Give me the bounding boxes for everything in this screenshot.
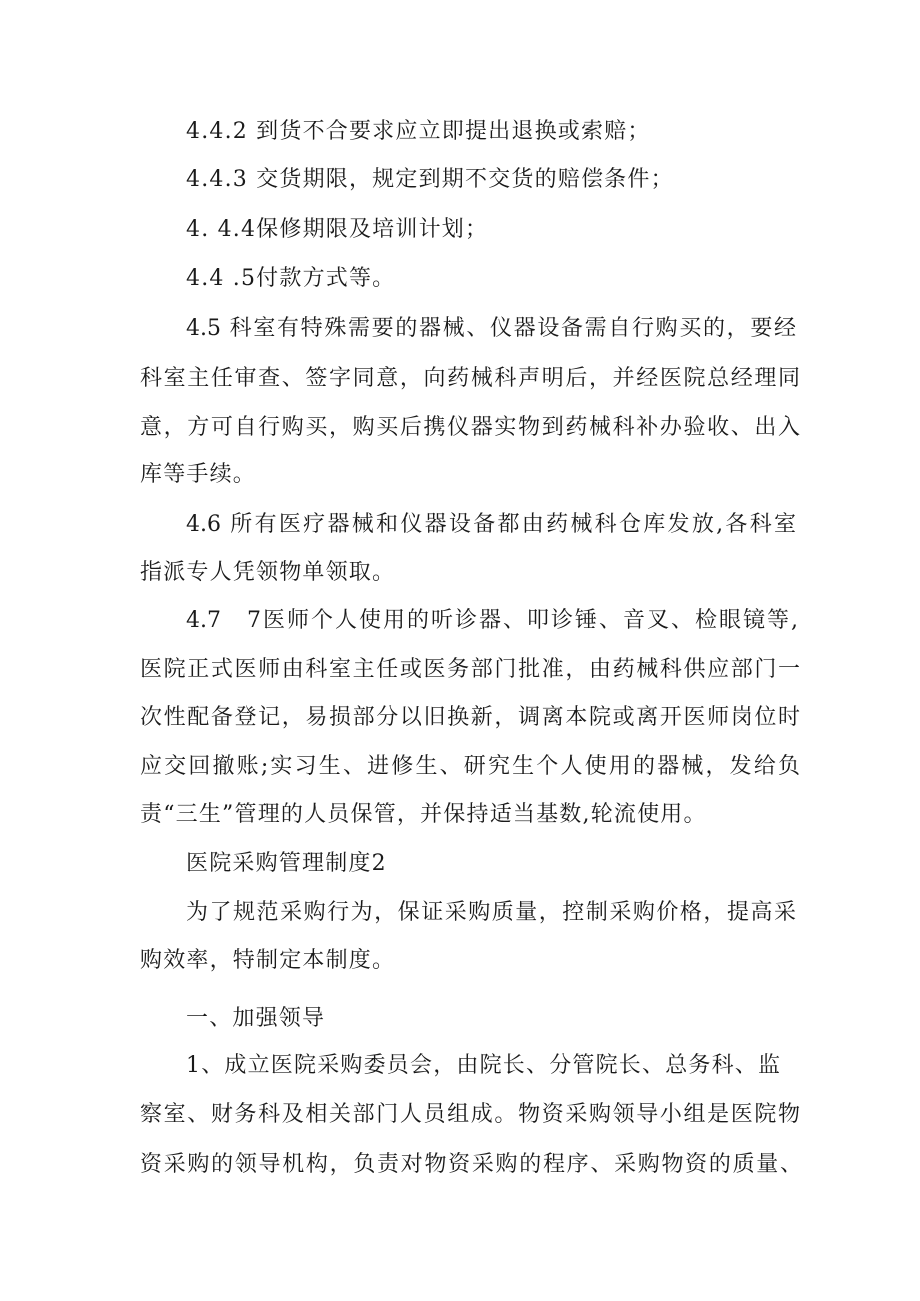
paragraph-4-7-line-5: 责“三生”管理的人员保管，并保持适当基数,轮流使用。	[140, 802, 707, 827]
item-1-line-3: 资采购的领导机构，负责对物资采购的程序、采购物资的质量、	[140, 1152, 802, 1177]
paragraph-4-7-line-3: 次性配备登记，易损部分以旧换新，调离本院或离开医师岗位时	[140, 705, 800, 730]
paragraph-4-7-line-1: 4.7 7医师个人使用的听诊器、叩诊锤、音叉、检眼镜等,	[186, 608, 798, 633]
intro-paragraph-line-2: 购效率，特制定本制度。	[140, 948, 396, 973]
item-1-line-2: 察室、财务科及相关部门人员组成。物资采购领导小组是医院物	[140, 1102, 800, 1127]
paragraph-4-5-line-1: 4.5 科室有特殊需要的器械、仪器设备需自行购买的，要经	[186, 316, 796, 341]
paragraph-4-6-line-2: 指派专人凭领物单领取。	[140, 560, 396, 585]
intro-paragraph-line-1: 为了规范采购行为，保证采购质量，控制采购价格，提高采	[186, 900, 796, 925]
text-line-4-4-3: 4.4.3 交货期限，规定到期不交货的赔偿条件；	[186, 167, 674, 192]
section-heading-leadership: 一、加强领导	[186, 1006, 326, 1031]
text-line-4-4-4: 4. 4.4保修期限及培训计划；	[186, 217, 489, 242]
text-line-4-4-5: 4.4 .5付款方式等。	[186, 266, 396, 291]
paragraph-4-6-line-1: 4.6 所有医疗器械和仪器设备都由药械科仓库发放,各科室	[186, 512, 796, 537]
paragraph-4-5-line-4: 库等手续。	[140, 462, 257, 487]
paragraph-4-5-line-2: 科室主任审查、签字同意，向药械科声明后，并经医院总经理同	[140, 366, 800, 391]
paragraph-4-7-line-4: 应交回撤账;实习生、进修生、研究生个人使用的器械，发给负	[140, 754, 800, 779]
text-line-4-4-2: 4.4.2 到货不合要求应立即提出退换或索赔；	[186, 119, 651, 144]
section-heading-procurement-2: 医院采购管理制度2	[186, 851, 387, 876]
paragraph-4-5-line-3: 意，方可自行购买，购买后携仪器实物到药械科补办验收、出入	[140, 415, 800, 440]
paragraph-4-7-line-2: 医院正式医师由科室主任或医务部门批准，由药械科供应部门一	[140, 657, 800, 682]
item-1-line-1: 1、成立医院采购委员会，由院长、分管院长、总务科、监	[186, 1053, 780, 1078]
